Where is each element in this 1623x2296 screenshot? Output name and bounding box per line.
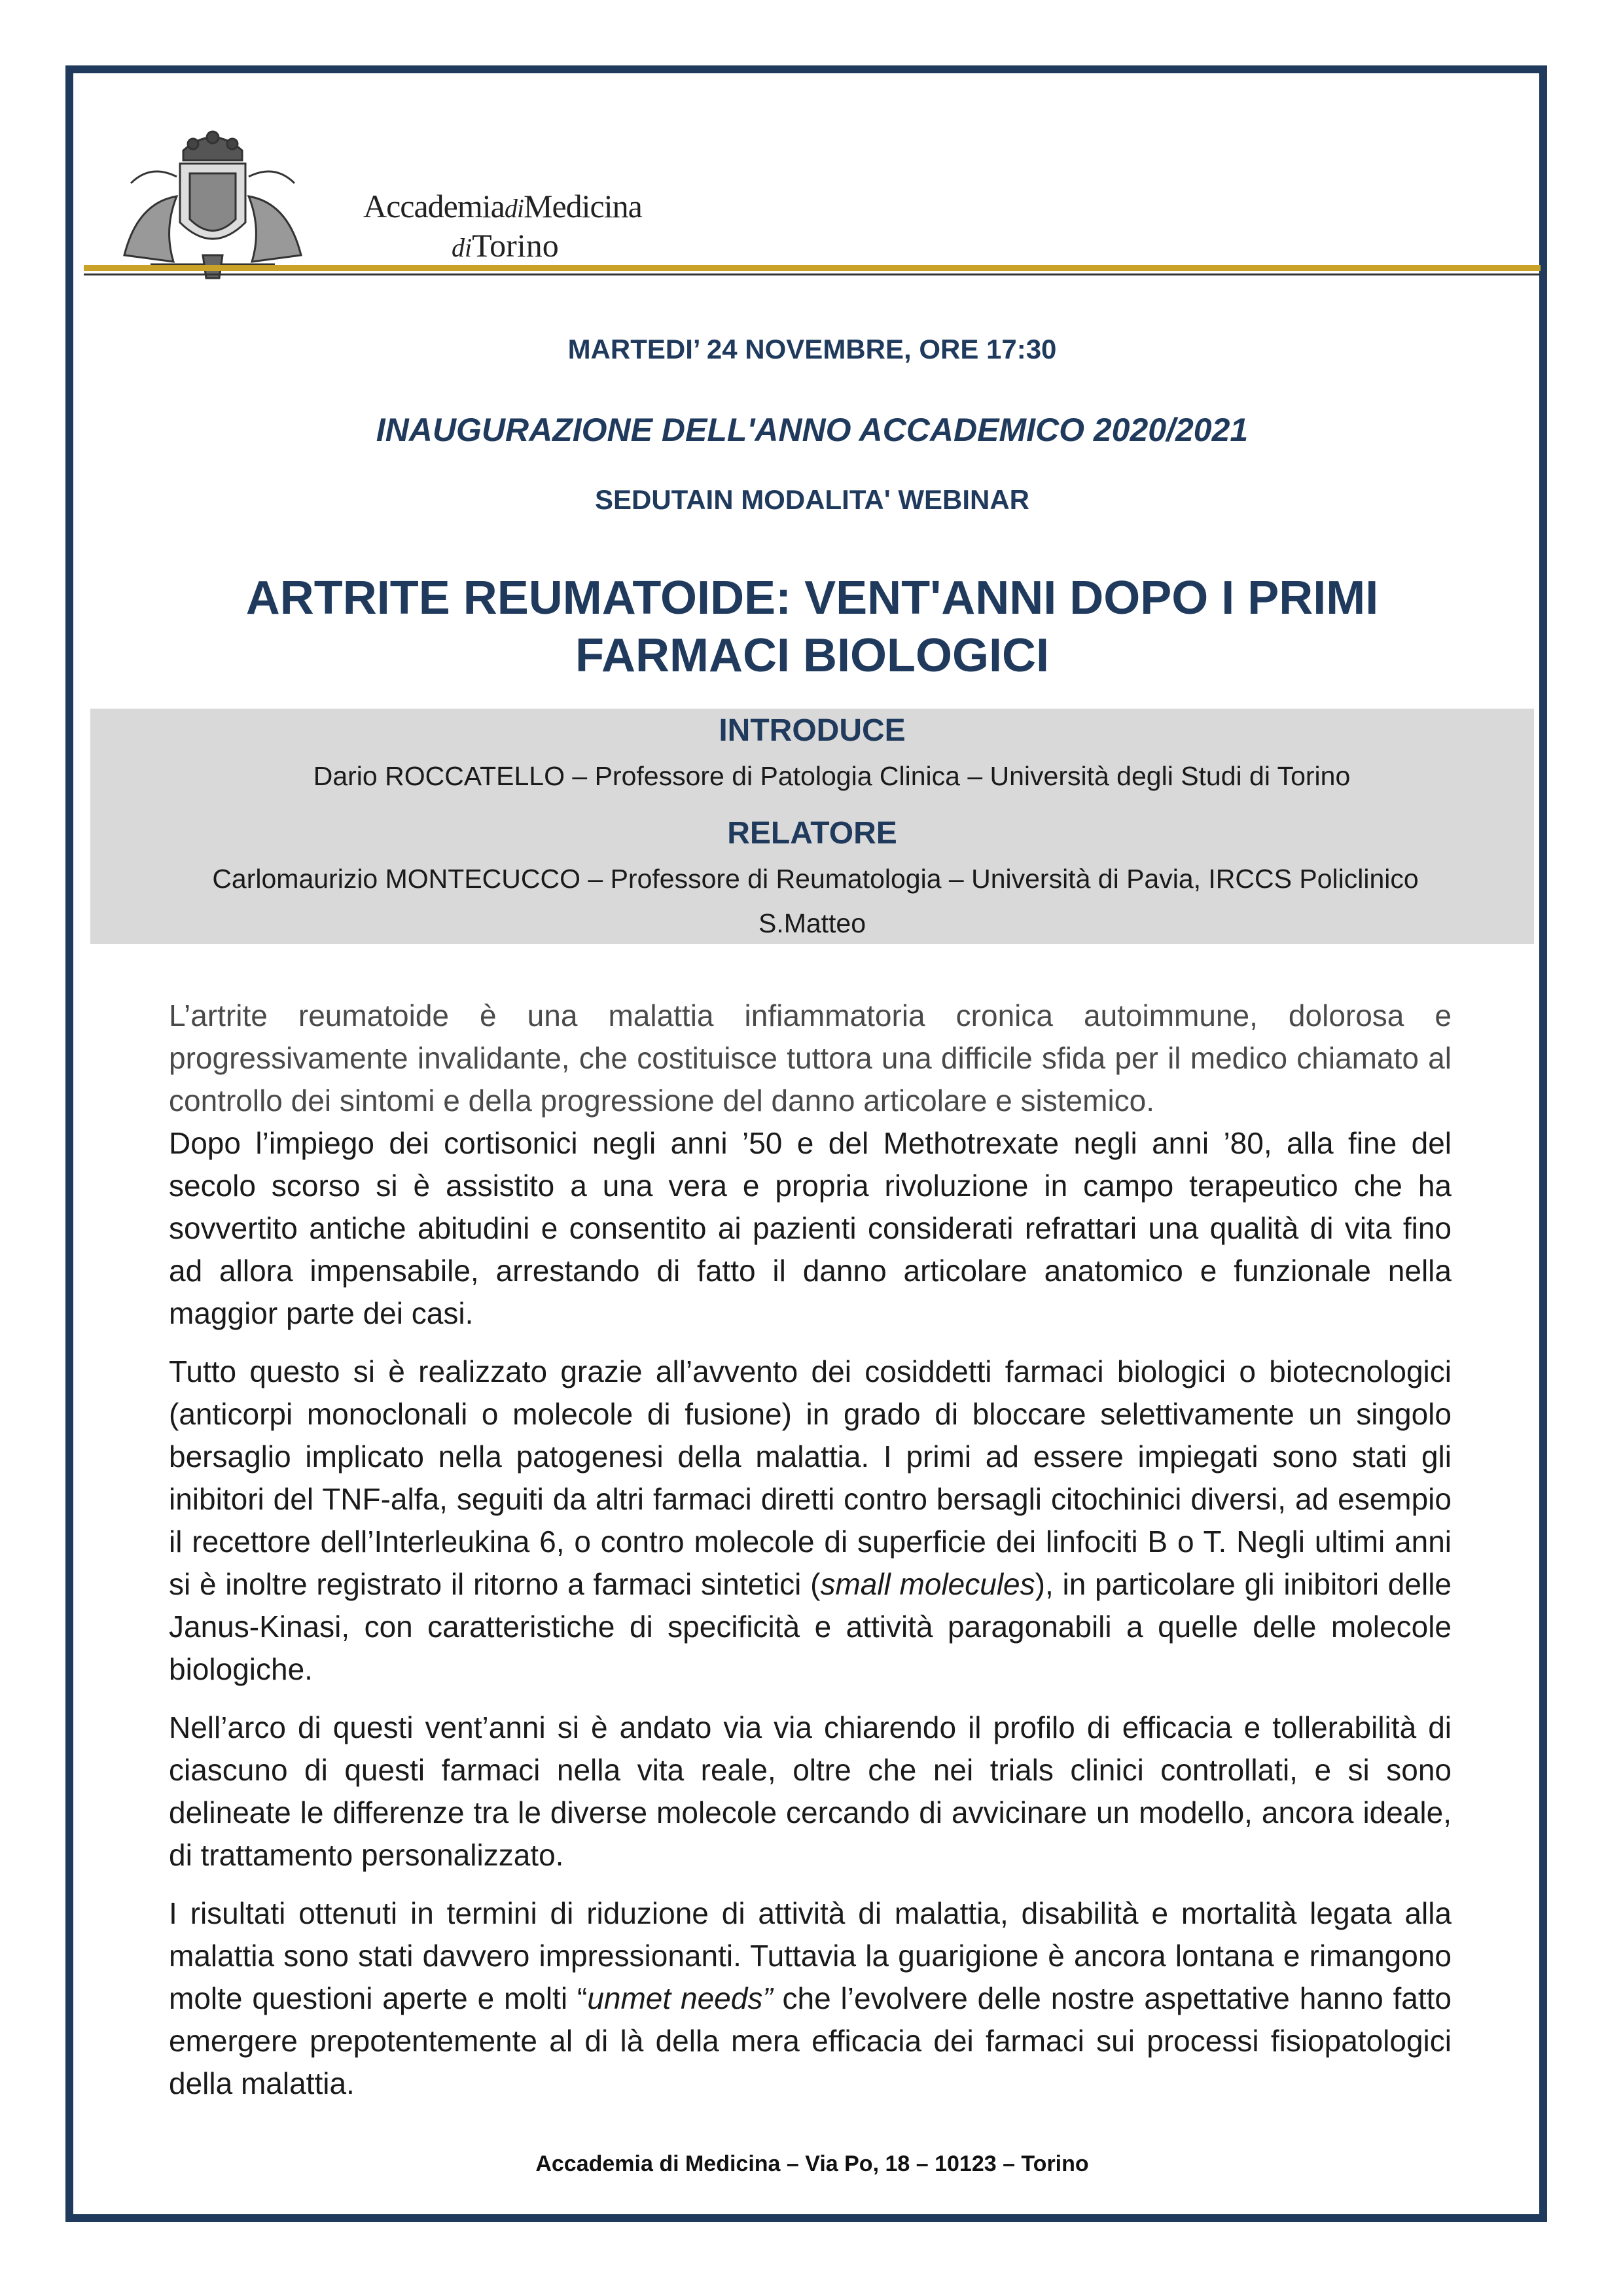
speakers-box <box>90 709 1534 944</box>
logo-wordmark-line2: diTorino <box>452 227 559 264</box>
logo-wordmark-line1: AccademiadiMedicina <box>363 188 642 224</box>
event-date: MARTEDI’ 24 NOVEMBRE, ORE 17:30 <box>567 334 1057 364</box>
event-title <box>84 569 1541 684</box>
introduce-label: INTRODUCE <box>719 713 906 748</box>
paragraph-3: Tutto questo si è realizzato grazie all’avvento dei cosiddetti farmaci biologici o biotecnologici (anticorpi monoclonali o molecole di fusione) in grado di bloccare selettivamente un singolo bersaglio implicato nella patogenesi della malattia. I primi ad essere impiegati sono stati gli inibitori del TNF-alfa, seguiti da altri farmaci diretti contro bersagli citochinici diversi, ad esempio il recettore dell’Interleukina 6, o contro molecole di superficie dei linfociti B o T. Negli ultimi anni si è inoltre registrato il ritorno a farmaci sintetici (small molecules), in particolare gli inibitori delle Janus-Kinasi, con caratteristiche di specificità e attività paragonabili a quelle delle molecole biologiche. <box>169 1354 1452 1686</box>
relatore-label: RELATORE <box>727 816 897 851</box>
footer-address: Accademia di Medicina – Via Po, 18 – 10123 – Torino <box>535 2151 1089 2176</box>
event-session-mode: SEDUTAIN MODALITA' WEBINAR <box>594 484 1030 515</box>
event-title-line1: ARTRITE REUMATOIDE: VENT'ANNI DOPO I PRIMI <box>245 572 1379 624</box>
paragraph-1: L’artrite reumatoide è una malattia infiammatoria cronica autoimmune, dolorosa e progressivamente invalidante, che costituisce tuttora una difficile sfida per il medico chiamato al controllo dei sintomi e della progressione del danno articolare e sistemico. <box>169 998 1452 1118</box>
event-title-line2: FARMACI BIOLOGICI <box>575 629 1049 682</box>
event-inauguration: INAUGURAZIONE DELL'ANNO ACCADEMICO 2020/2021 <box>376 412 1249 448</box>
introduce-person: Dario ROCCATELLO – Professore di Patologia Clinica – Università degli Studi di Torino <box>313 761 1351 791</box>
relatore-person-line1: Carlomaurizio MONTECUCCO – Professore di Reumatologia – Università di Pavia, IRCCS Policlinico <box>212 864 1419 894</box>
academy-crest-logo <box>111 124 314 285</box>
relatore-person-line2: S.Matteo <box>758 908 866 938</box>
header-dark-rule <box>84 274 1541 275</box>
body-text <box>169 995 1452 2121</box>
paragraph-2: Dopo l’impiego dei cortisonici negli anni ’50 e del Methotrexate negli anni ’80, alla fine del secolo scorso si è assistito a una vera e propria rivoluzione in campo terapeutico che ha sovvertito antiche abitudini e consentito ai pazienti considerati refrattari una qualità di vita fino ad allora impensabile, arrestando di fatto il danno articolare anatomico e funzionale nella maggior parte dei casi. <box>169 1126 1452 1330</box>
header-gold-rule <box>84 265 1541 271</box>
paragraph-4: Nell’arco di questi vent’anni si è andato via via chiarendo il profilo di efficacia e tollerabilità di ciascuno di questi farmaci nella vita reale, oltre che nei trials clinici controllati, e si sono delineate le differenze tra le diverse molecole cercando di avvicinare un modello, ancora ideale, di trattamento personalizzato. <box>169 1710 1452 1872</box>
paragraph-5: I risultati ottenuti in termini di riduzione di attività di malattia, disabilità e mortalità legata alla malattia sono stati davvero impressionanti. Tuttavia la guarigione è ancora lontana e rimangono molte questioni aperte e molti “unmet needs” che l’evolvere delle nostre aspettative hanno fatto emergere prepotentemente al di là della mera efficacia dei farmaci sui processi fisiopatologici della malattia. <box>169 1896 1452 2100</box>
